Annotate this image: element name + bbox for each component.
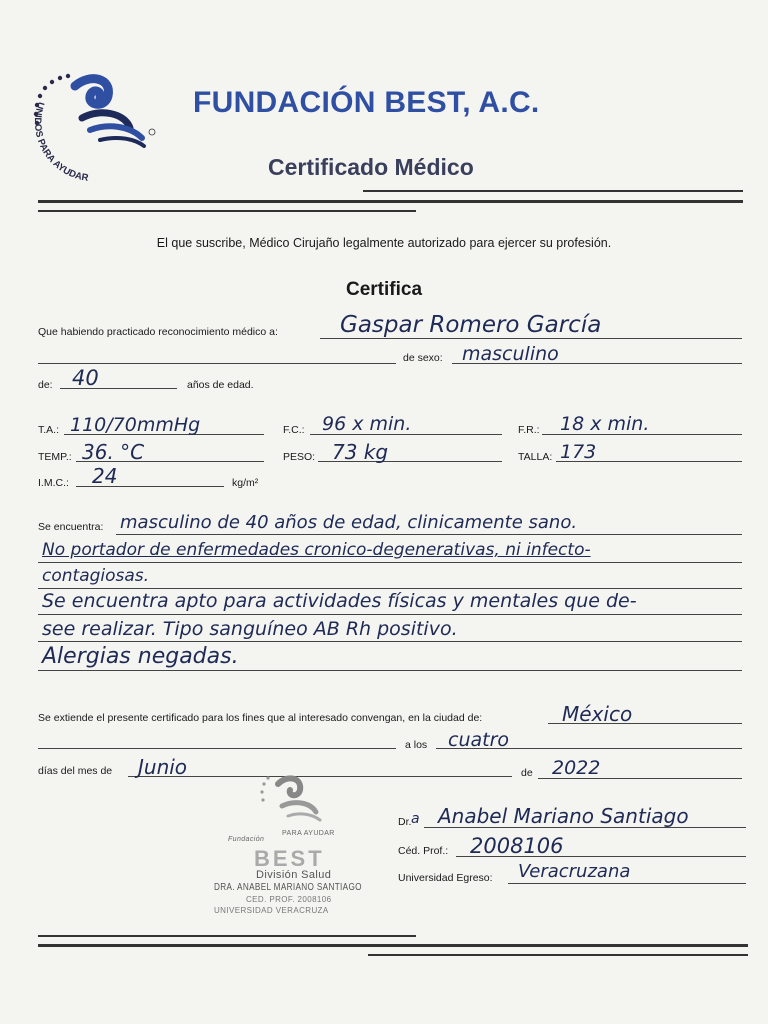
logo-emblem-icon (30, 68, 160, 183)
patient-age: 40 (72, 366, 99, 390)
stamp-line-5: UNIVERSIDAD VERACRUZA (214, 906, 329, 915)
days-label: a los (405, 739, 428, 751)
patient-sex: masculino (462, 343, 559, 365)
blank-line (38, 363, 396, 364)
city-value: México (562, 702, 633, 726)
findings-line-4: Se encuentra apto para actividades físicas y mentales que de- (42, 590, 637, 612)
year-value: 2022 (552, 757, 601, 779)
doctor-name: Anabel Mariano Santiago (438, 804, 689, 828)
month-value: Junio (138, 755, 188, 779)
patient-name-line (320, 338, 742, 339)
stamp-line-3: DRA. ANABEL MARIANO SANTIAGO (214, 882, 362, 893)
ced-label: Céd. Prof.: (398, 845, 449, 857)
patient-name: Gaspar Romero García (340, 312, 602, 338)
findings-line-6-rule (38, 670, 742, 671)
footer-rule-bottom (368, 954, 748, 956)
stamp-emblem-icon (256, 770, 326, 830)
official-stamp (208, 770, 388, 930)
ta-value: 110/70mmHg (70, 414, 201, 436)
organization-name: FUNDACIÓN BEST, A.C. (193, 86, 540, 119)
findings-line-3-rule (38, 588, 742, 589)
header-rule-top (363, 190, 743, 192)
findings-line-5: see realizar. Tipo sanguíneo AB Rh positivo. (42, 618, 458, 640)
logo-text: UNIDOS PARA AYUDAR (31, 100, 90, 183)
uni-line (508, 883, 746, 884)
ta-label: T.A.: (38, 424, 60, 436)
doctor-prefix: Dr. (398, 816, 412, 828)
city-label: Se extiende el presente certificado para los fines que al interesado convengan, en la ciudad de: (38, 712, 483, 724)
ced-value: 2008106 (470, 834, 564, 858)
sex-label: de sexo: (403, 352, 443, 364)
findings-line-4-rule (38, 614, 742, 615)
year-label: de (521, 767, 533, 779)
fr-value: 18 x min. (560, 413, 650, 435)
fr-label: F.R.: (518, 424, 540, 436)
fc-label: F.C.: (283, 424, 305, 436)
findings-line-2-rule (38, 562, 742, 563)
talla-label: TALLA: (518, 451, 553, 463)
stamp-line-0: Fundación (228, 836, 265, 843)
document-title: Certificado Médico (268, 154, 474, 180)
stamp-line-2: División Salud (256, 869, 332, 881)
findings-line-3: contagiosas. (42, 566, 150, 586)
header-rule-bottom (38, 210, 416, 212)
findings-line-1-rule (116, 534, 742, 535)
svg-text:UNIDOS PARA AYUDAR (32, 100, 90, 183)
imc-unit: kg/m² (232, 477, 259, 489)
header-rule-main (38, 200, 743, 203)
findings-label: Se encuentra: (38, 521, 104, 533)
stamp-line-0b: PARA AYUDAR (282, 830, 335, 837)
month-label: días del mes de (38, 765, 113, 777)
imc-value: 24 (92, 464, 118, 488)
findings-line-1: masculino de 40 años de edad, clinicamente sano. (120, 512, 578, 533)
uni-value: Veracruzana (518, 861, 631, 882)
intro-statement: El que suscribe, Médico Cirujaño legalmente autorizado para ejercer su profesión. (156, 236, 612, 250)
footer-rule-top (38, 935, 416, 937)
footer-rule-main (38, 944, 748, 947)
findings-line-5-rule (38, 641, 742, 642)
fc-value: 96 x min. (322, 413, 412, 435)
peso-value: 73 kg (332, 440, 389, 464)
stamp-line-4: CED. PROF. 2008106 (246, 895, 332, 904)
talla-value: 173 (560, 441, 597, 463)
foundation-logo (30, 68, 160, 188)
days-value: cuatro (448, 729, 510, 751)
patient-name-label: Que habiendo practicado reconocimiento médico a: (38, 326, 278, 338)
temp-label: TEMP.: (38, 451, 72, 463)
findings-line-2: No portador de enfermedades cronico-degenerativas, ni infecto- (42, 540, 591, 560)
findings-line-6: Alergias negadas. (42, 644, 239, 669)
stamp-line-1: BEST (254, 846, 325, 871)
certifica-heading: Certifica (345, 279, 423, 300)
uni-label: Universidad Egreso: (398, 872, 493, 884)
imc-label: I.M.C.: (38, 477, 69, 489)
temp-value: 36. °C (82, 440, 145, 464)
peso-label: PESO: (283, 451, 316, 463)
age-suffix: años de edad. (187, 379, 254, 391)
blank-line-2 (38, 748, 396, 749)
doctor-prefix-handwritten: a (411, 811, 420, 827)
age-prefix: de: (38, 379, 53, 391)
